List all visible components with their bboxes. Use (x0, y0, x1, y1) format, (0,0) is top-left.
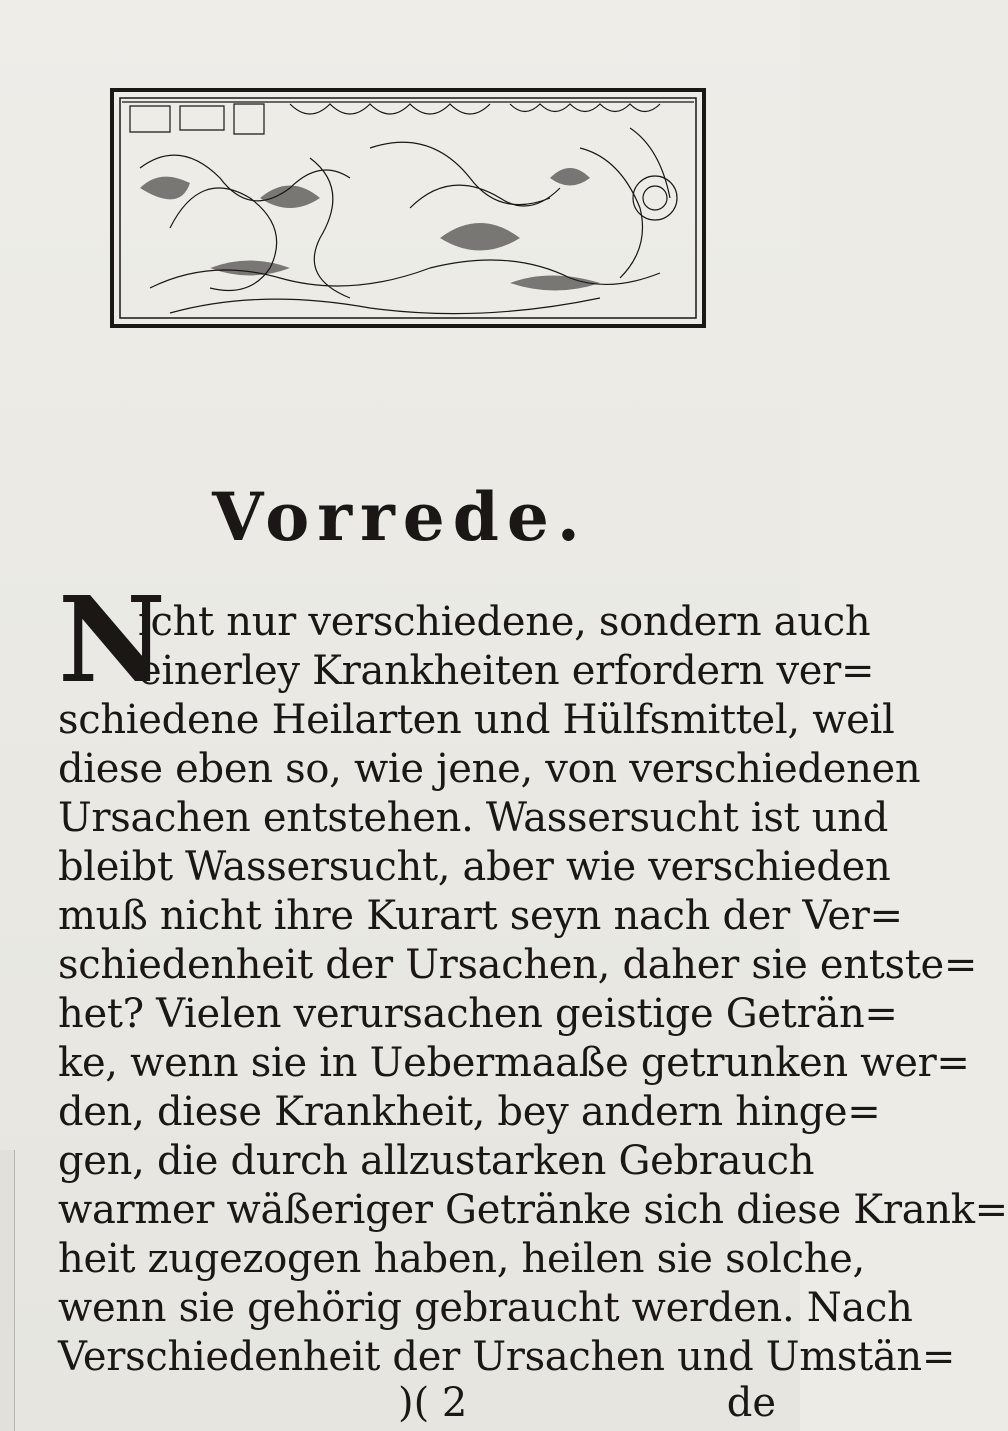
text-line: het? Vielen verursachen geistige Geträn= (58, 991, 898, 1037)
text-line: gen, die durch allzustarken Gebrauch (58, 1138, 815, 1184)
text-line: ke, wenn sie in Uebermaaße getrunken wer= (58, 1040, 970, 1086)
text-line: bleibt Wassersucht, aber wie verschieden (58, 844, 891, 890)
text-line: muß nicht ihre Kurart seyn nach der Ver= (58, 893, 903, 939)
ornamental-headpiece (110, 88, 706, 328)
text-line: Verschiedenheit der Ursachen und Umstän= (58, 1334, 956, 1380)
text-line: den, diese Krankheit, bey andern hinge= (58, 1089, 881, 1135)
text-line: Ursachen entstehen. Wassersucht ist und (58, 795, 889, 841)
signature-mark: )( 2 (398, 1380, 468, 1426)
text-line: icht nur verschiedene, sondern auch (138, 599, 871, 645)
page-footer (58, 1380, 788, 1430)
text-line: einerley Krankheiten erfordern ver= (138, 648, 875, 694)
text-line: wenn sie gehörig gebraucht werden. Nach (58, 1285, 913, 1331)
text-line: warmer wäßeriger Getränke sich diese Krank= (58, 1187, 1008, 1233)
page-title: Vorrede. (212, 478, 588, 556)
text-line: schiedene Heilarten und Hülfsmittel, weil (58, 697, 895, 743)
headpiece-engraving-icon (110, 88, 706, 328)
catchword: de (726, 1380, 776, 1426)
page-fold-shadow (0, 1150, 15, 1431)
text-line: schiedenheit der Ursachen, daher sie entste= (58, 942, 978, 988)
body-text (58, 598, 1008, 1382)
text-line: diese eben so, wie jene, von verschiedenen (58, 746, 921, 792)
drop-capital: N (58, 570, 166, 709)
text-line: heit zugezogen haben, heilen sie solche, (58, 1236, 865, 1282)
